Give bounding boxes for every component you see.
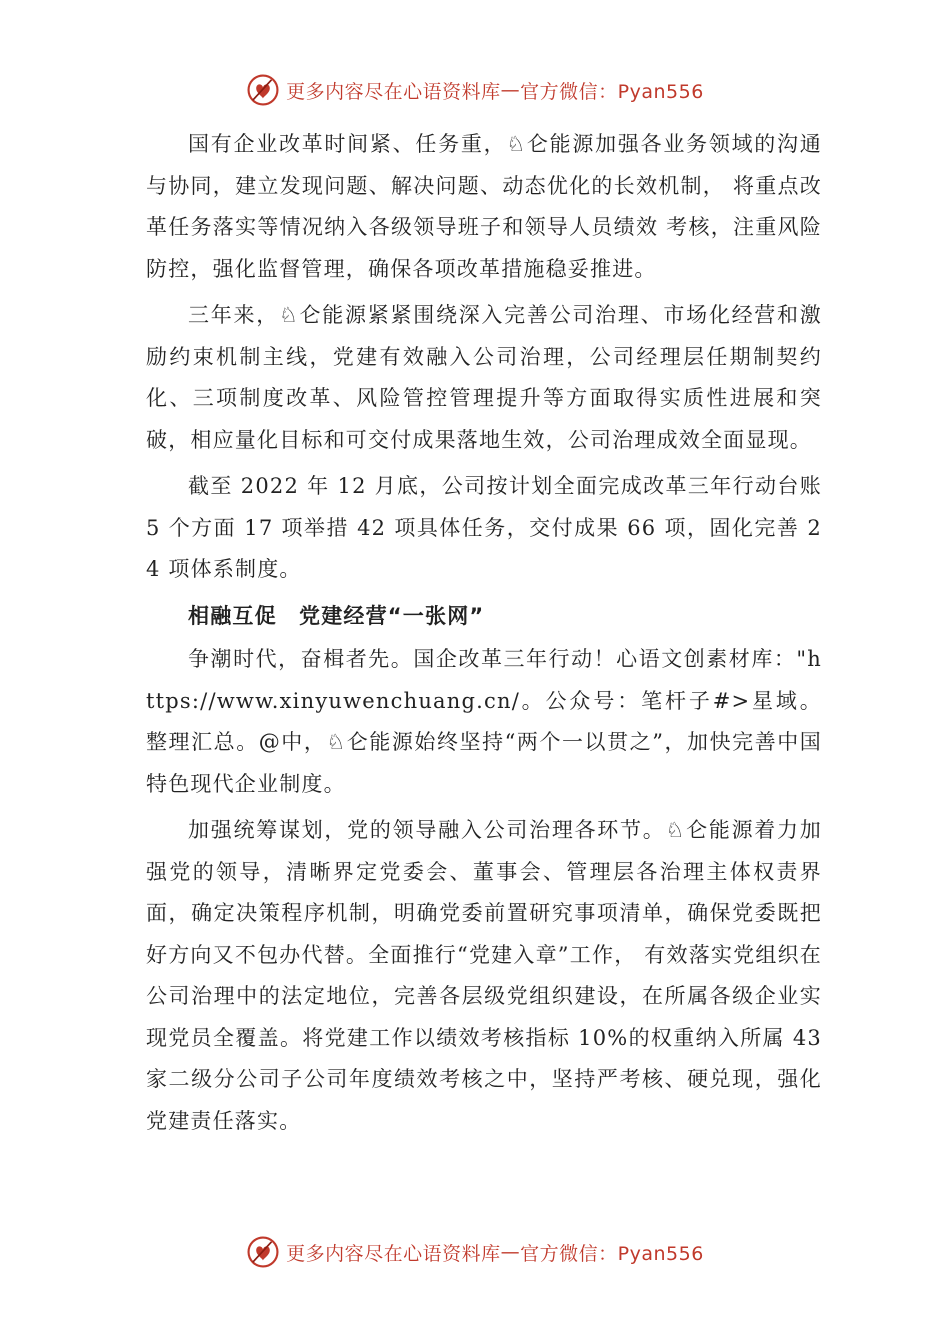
heart-brush-logo-icon — [246, 1235, 280, 1269]
paragraph-reform-coordination: 国有企业改革时间紧、任务重，♘仑能源加强各业务领域的沟通与协同，建立发现问题、解决问题、动态优化的长效机制， 将重点改革任务落实等情况纳入各级领导班子和领导人员绩效 考核，注重风险防控，强化监督管理，确保各项改革措施稳妥推进。 — [146, 132, 822, 281]
footer-separator: — — [500, 1241, 521, 1263]
footer-brand: 更多内容尽在心语资料库 — [286, 1242, 501, 1265]
heart-brush-logo-icon — [246, 73, 280, 107]
footer-banner — [0, 1230, 950, 1274]
header-banner — [0, 68, 950, 112]
banner-separator: — — [500, 79, 521, 101]
paragraph-era: 争潮时代，奋楫者先。国企改革三年行动！心语文创素材库："https://www.xinyuwenchuang.cn/。公众号：笔杆子#>星域。整理汇总。@中，♘仑能源始终坚持“两个一以贯之”，加快完善中国特色现代企业制度。 — [146, 647, 822, 796]
paragraph-three-years: 三年来，♘仑能源紧紧围绕深入完善公司治理、市场化经营和激励约束机制主线，党建有效融入公司治理，公司经理层任期制契约化、三项制度改革、风险管控管理提升等方面取得实质性进展和突破，相应量化目标和可交付成果落地生效，公司治理成效全面显现。 — [146, 303, 822, 452]
footer-wechat: 官方微信：Pyan556 — [520, 1242, 704, 1265]
banner-wechat: 官方微信：Pyan556 — [520, 80, 704, 103]
section-heading: 相融互促 党建经营“一张网” — [188, 603, 485, 628]
article-body — [146, 124, 822, 1147]
paragraph-party-leadership: 加强统筹谋划，党的领导融入公司治理各环节。♘仑能源着力加强党的领导，清晰界定党委会、董事会、管理层各治理主体权责界面，确定决策程序机制，明确党委前置研究事项清单，确保党委既把好方向又不包办代替。全面推行“党建入章”工作， 有效落实党组织在公司治理中的法定地位，完善各层级党组织建设，在所属各级企业实现党员全覆盖。将党建工作以绩效考核指标 10%的权重纳入所属 43 家二级分公司子公司年度绩效考核之中，坚持严考核、硬兑现，强化党建责任落实。 — [146, 818, 822, 1133]
paragraph-completion: 截至 2022 年 12 月底，公司按计划全面完成改革三年行动台账 5 个方面 17 项举措 42 项具体任务，交付成果 66 项，固化完善 24 项体系制度。 — [146, 474, 822, 581]
banner-brand: 更多内容尽在心语资料库 — [286, 80, 501, 103]
